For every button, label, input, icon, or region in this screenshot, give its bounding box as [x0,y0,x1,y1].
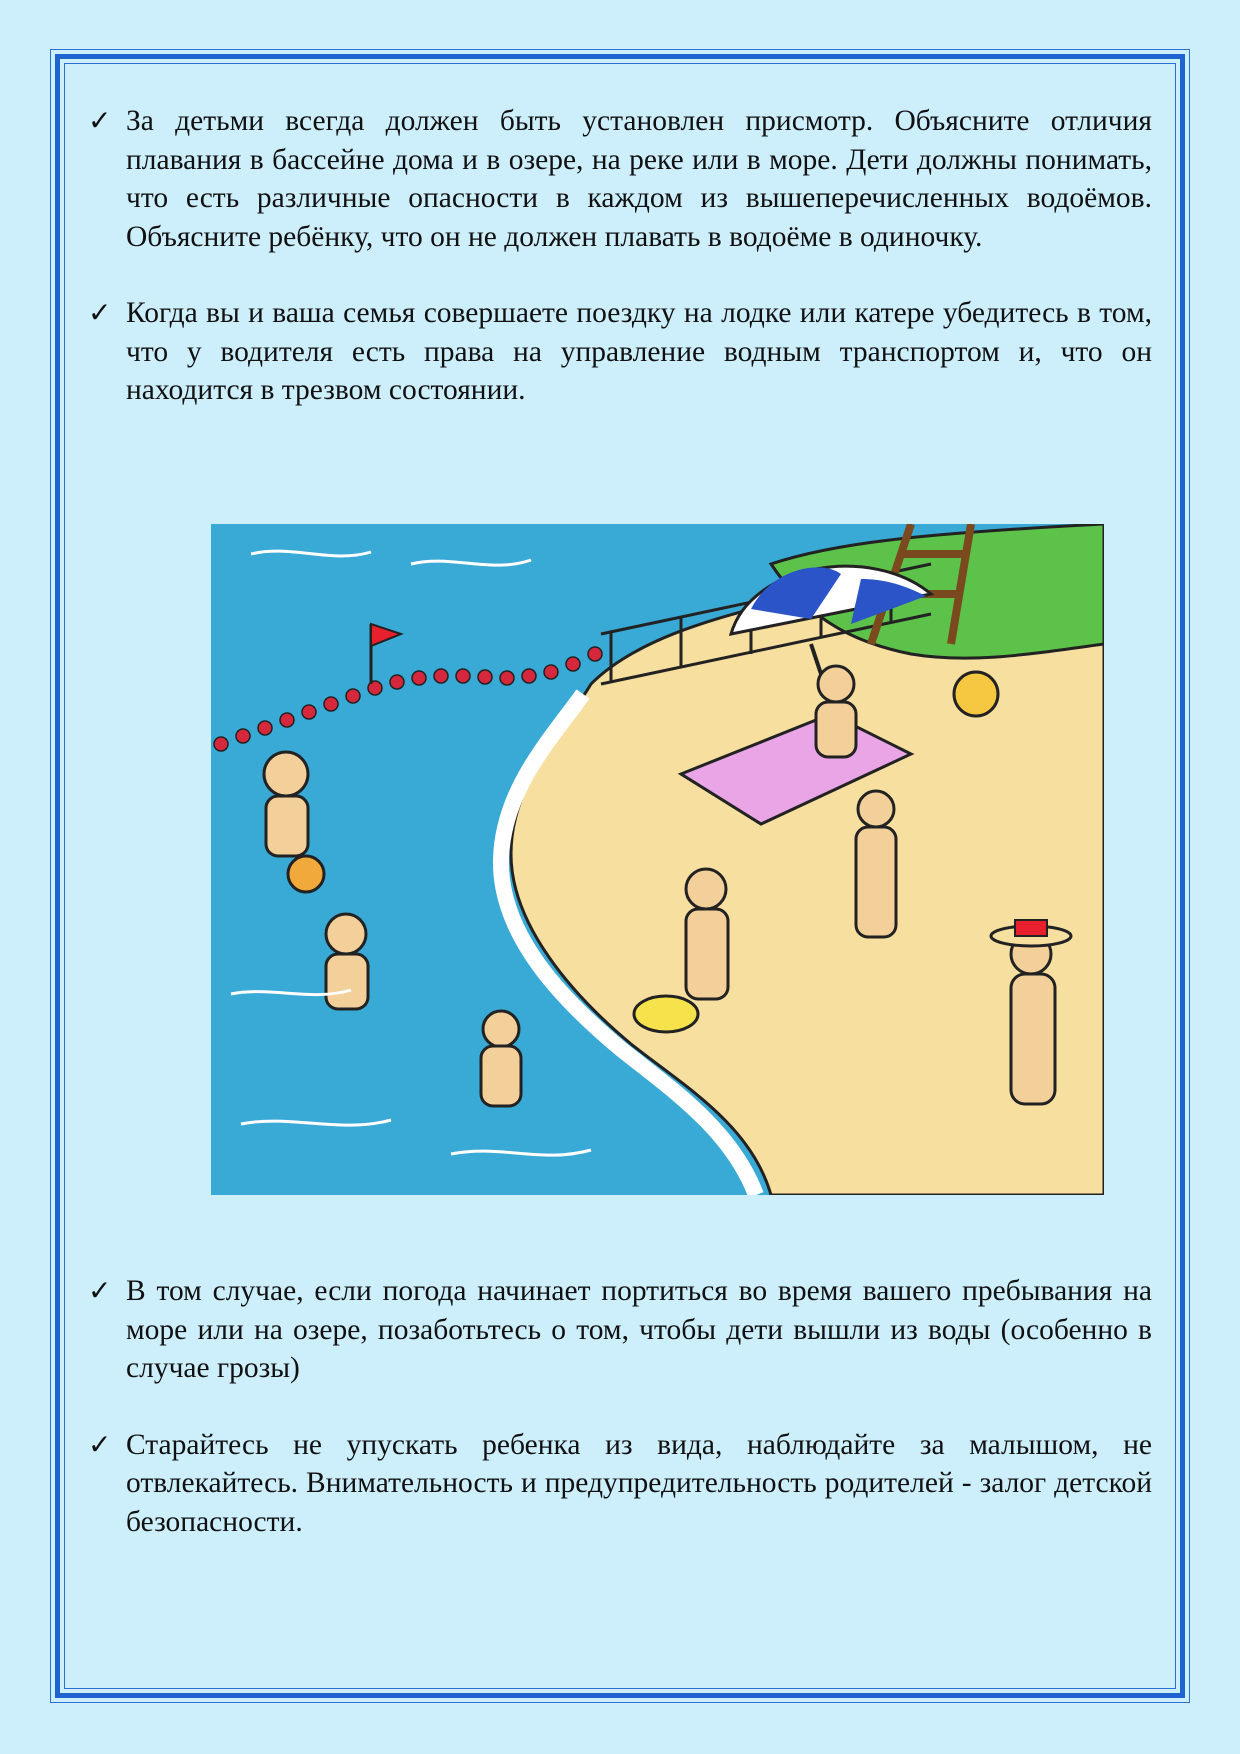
bullet-list-top [88,102,1152,448]
bullet-item [88,1426,1152,1542]
bullet-text: Когда вы и ваша семья совершаете поездку на лодке или катере убедитесь в том, что у водителя есть права на управление водным транспортом и, что он находится в трезвом состоянии. [126,297,1152,406]
bullet-text: Старайтесь не упускать ребенка из вида, наблюдайте за малышом, не отвлекайтесь. Внимательность и предупредительность родителей - залог детской безопасности. [126,1428,1152,1538]
checkmark-icon: ✓ [88,104,112,137]
bullet-list-bottom [88,1272,1152,1579]
bullet-item [88,1272,1152,1388]
checkmark-icon: ✓ [88,1427,112,1461]
checkmark-icon: ✓ [88,296,112,329]
bullet-text: За детьми всегда должен быть установлен присмотр. Объясните отличия плавания в бассейне дома и в озере, на реке или в море. Дети должны понимать, что есть различные опасности в каждом из вышеперечисленных водоёмов. Объясните ребёнку, что он не должен плавать в водоёме в одиночку. [126,105,1152,253]
beach-safety-illustration [211,524,1104,1195]
checkmark-icon: ✓ [88,1274,112,1307]
bullet-item [88,294,1152,410]
bullet-text: В том случае, если погода начинает портиться во время вашего пребывания на море или на озере, позаботьтесь о том, чтобы дети вышли из воды (особенно в случае грозы) [126,1275,1152,1384]
bullet-item [88,102,1152,256]
